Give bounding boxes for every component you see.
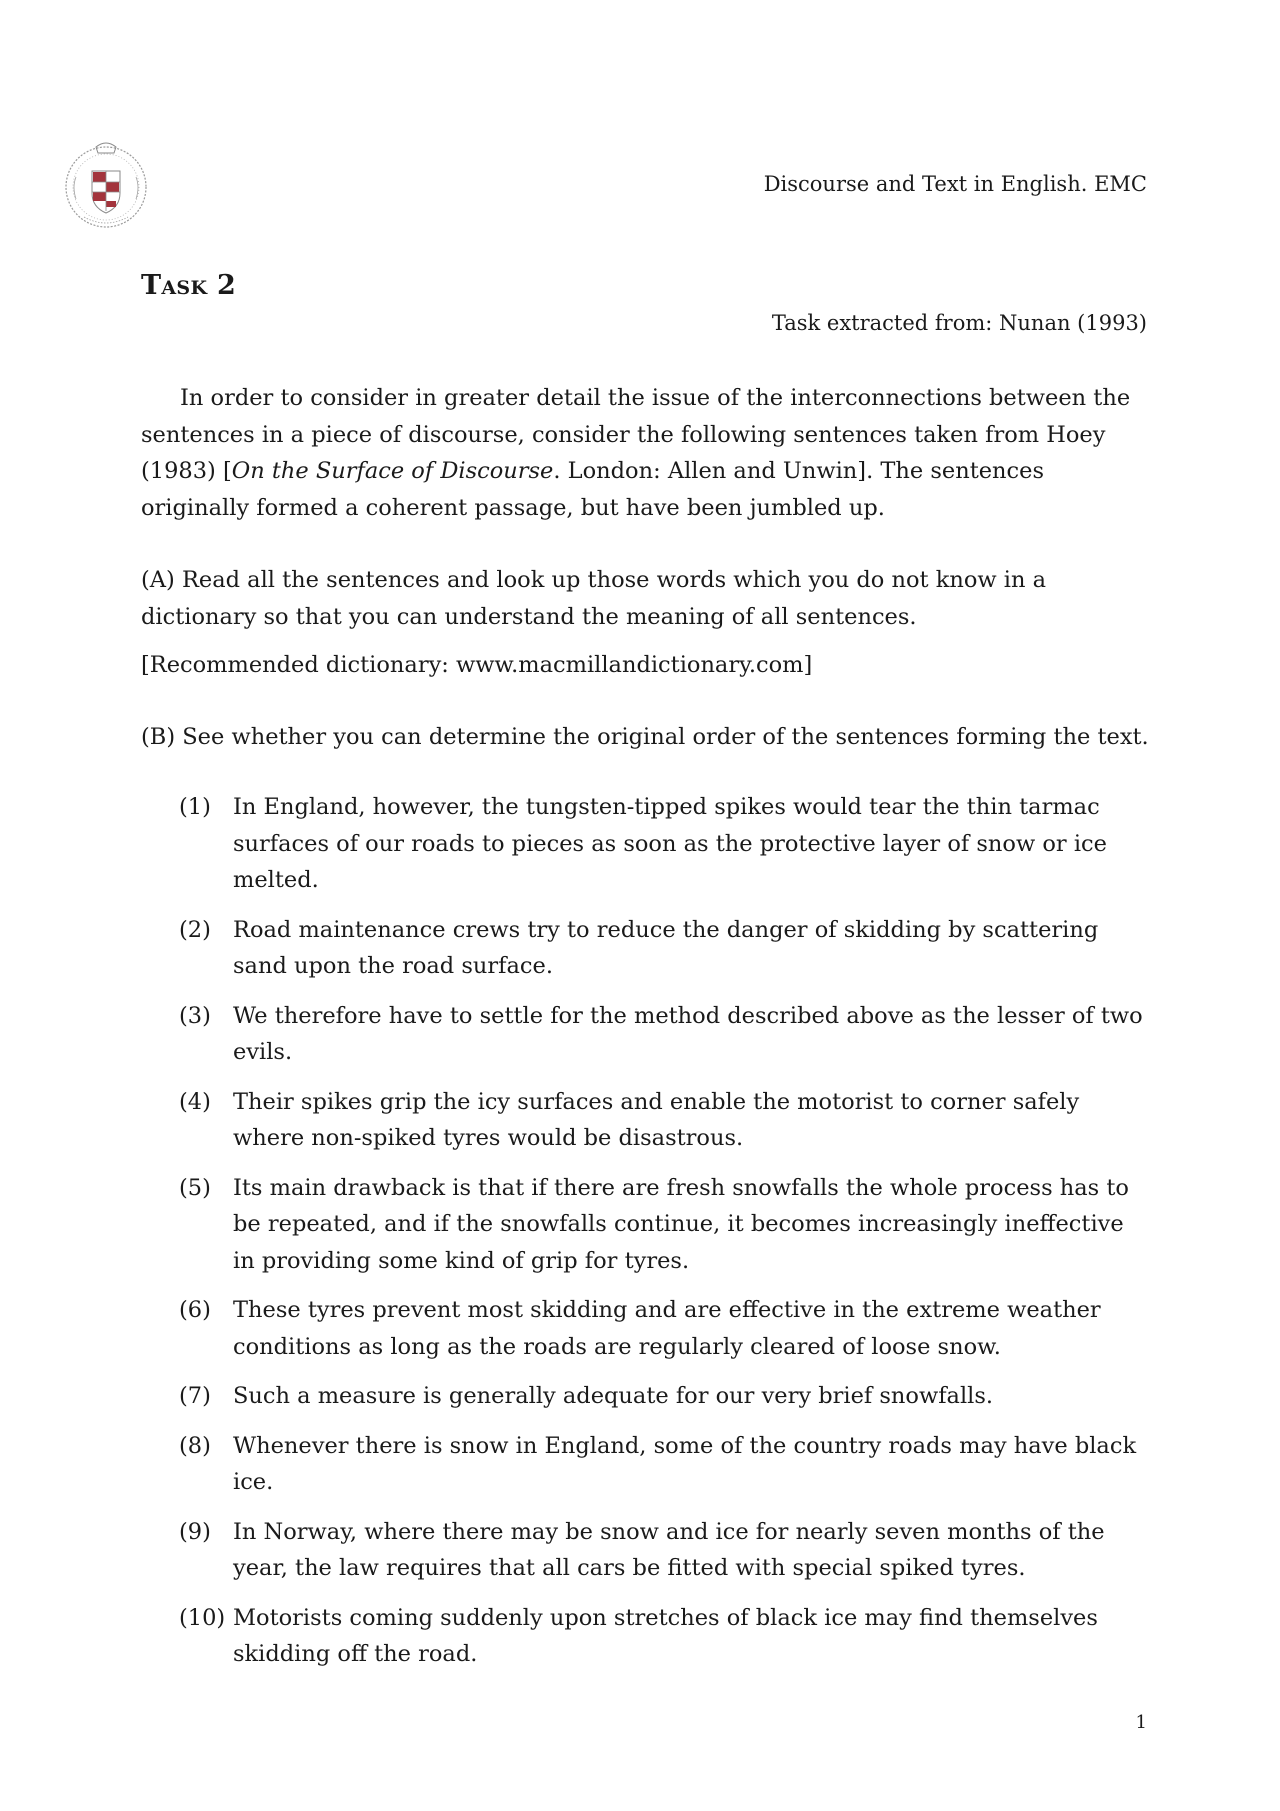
sentence-number: (5) <box>179 1174 211 1201</box>
sentence-text: These tyres prevent most skidding and are effective in the extreme weather conditions as long as the roads are regularly cleared of loose snow. <box>233 1297 1101 1360</box>
main-content <box>141 380 1149 1686</box>
intro-paragraph <box>141 380 1149 526</box>
sentence-number: (9) <box>179 1518 211 1545</box>
list-item <box>141 1292 1149 1365</box>
task-source: Task extracted from: Nunan (1993) <box>771 311 1147 335</box>
sentence-number: (1) <box>179 794 211 820</box>
sentence-number: (3) <box>179 1002 211 1029</box>
sentence-text: Motorists coming suddenly upon stretches of black ice may find themselves skidding off the road. <box>233 1604 1098 1667</box>
sentence-number: (6) <box>179 1297 211 1323</box>
page-number: 1 <box>1135 1712 1147 1733</box>
sentence-text: Such a measure is generally adequate for our very brief snowfalls. <box>233 1383 994 1409</box>
sentence-text: Road maintenance crews try to reduce the danger of skidding by scattering sand upon the road surface. <box>233 916 1099 979</box>
sentence-text: Its main drawback is that if there are fresh snowfalls the whole process has to be repeated, and if the snowfalls continue, it becomes increasingly ineffective in providing some kind of grip for tyres. <box>233 1174 1129 1274</box>
sentence-number: (8) <box>179 1432 211 1459</box>
list-item <box>141 1170 1149 1280</box>
list-item <box>141 998 1149 1071</box>
recommended-dictionary: [Recommended dictionary: www.macmillandictionary.com] <box>141 652 813 678</box>
sentence-text: In Norway, where there may be snow and ice for nearly seven months of the year, the law requires that all cars be fitted with special spiked tyres. <box>233 1518 1105 1581</box>
sentence-text: In England, however, the tungsten-tipped spikes would tear the thin tarmac surfaces of our roads to pieces as soon as the protective layer of snow or ice melted. <box>233 794 1107 893</box>
instruction-b: (B) See whether you can determine the original order of the sentences forming the text. <box>141 723 1149 750</box>
sentence-text: We therefore have to settle for the method described above as the lesser of two evils. <box>233 1002 1143 1065</box>
university-crest-icon <box>62 137 150 235</box>
intro-text-part2: . London: Allen and Unwin]. The sentences originally formed a coherent passage, but have been jumbled up. <box>141 458 1045 521</box>
course-title: Discourse and Text in English. EMC <box>763 172 1147 196</box>
list-item <box>141 912 1149 985</box>
list-item <box>141 1378 1149 1415</box>
sentence-number: (10) <box>179 1604 226 1631</box>
sentence-number: (4) <box>179 1088 211 1115</box>
instruction-a: (A) Read all the sentences and look up those words which you do not know in a dictionary so that you can understand the meaning of all sentences. <box>141 567 1047 630</box>
sentence-text: Whenever there is snow in England, some of the country roads may have black ice. <box>233 1432 1137 1495</box>
list-item <box>141 1084 1149 1157</box>
sentence-list <box>141 789 1149 1673</box>
list-item <box>141 1600 1149 1673</box>
sentence-number: (2) <box>179 916 211 943</box>
list-item <box>141 1428 1149 1501</box>
sentence-number: (7) <box>179 1383 211 1409</box>
task-title: Task 2 <box>141 270 237 301</box>
list-item <box>141 1514 1149 1587</box>
intro-text-part1: In order to consider in greater detail the issue of the interconnections between the sentences in a piece of discourse, consider the following sentences taken from Hoey (1983) [ <box>141 385 1131 484</box>
sentence-text: Their spikes grip the icy surfaces and enable the motorist to corner safely where non-spiked tyres would be disastrous. <box>233 1088 1080 1151</box>
book-title: On the Surface of Discourse <box>231 458 554 484</box>
list-item <box>141 789 1149 899</box>
